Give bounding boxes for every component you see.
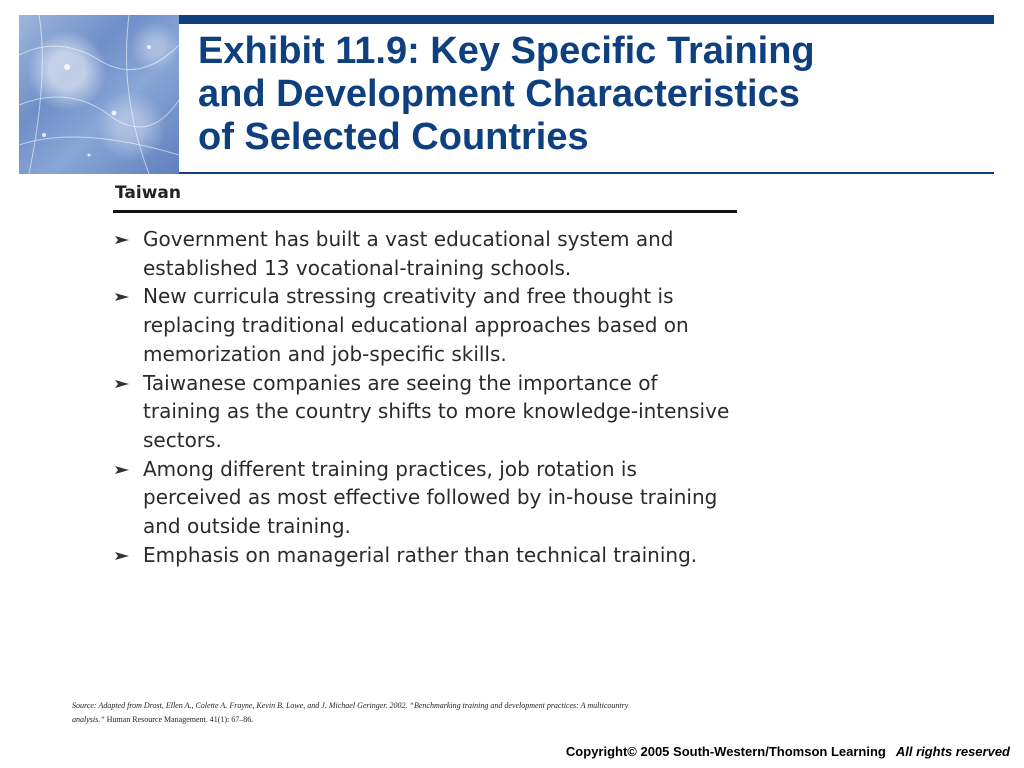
list-item bbox=[113, 541, 738, 570]
list-item bbox=[113, 282, 738, 368]
rights-text: All rights reserved bbox=[895, 744, 1010, 759]
bullet-text: Government has built a vast educational system and established 13 vocational-training schools. bbox=[143, 227, 674, 280]
heading-divider bbox=[113, 210, 737, 213]
header-accent-bar bbox=[179, 15, 994, 24]
copyright-text: Copyright© 2005 South-Western/Thomson Learning bbox=[565, 744, 886, 759]
title-line: of Selected Countries bbox=[198, 116, 589, 158]
bullet-list bbox=[113, 225, 738, 569]
bullet-text: Emphasis on managerial rather than technical training. bbox=[143, 542, 698, 567]
citation-authors: Source: Adapted from Drost, Ellen A., Colette A. Frayne, Kevin B. Lowe, and J. Michael Geringer. 2002. “Benchmarking training and development practices: A multicountry analysis.” bbox=[72, 701, 629, 724]
slide-title bbox=[198, 30, 988, 159]
arrow-bullet-icon bbox=[115, 236, 129, 244]
bullet-text: Among different training practices, job rotation is perceived as most effective followed by in-house training and outside training. bbox=[143, 456, 718, 539]
copyright-footer bbox=[566, 744, 1010, 759]
source-citation bbox=[72, 699, 632, 727]
arrow-bullet-icon bbox=[115, 293, 129, 301]
arrow-bullet-icon bbox=[115, 380, 129, 388]
country-heading: Taiwan bbox=[115, 183, 181, 203]
network-pattern-icon bbox=[19, 15, 179, 174]
arrow-bullet-icon bbox=[115, 466, 129, 474]
exhibit-panel bbox=[113, 180, 738, 569]
list-item bbox=[113, 455, 738, 541]
citation-journal: Human Resource Management. 41(1): 67–86. bbox=[104, 715, 254, 724]
list-item bbox=[113, 369, 738, 455]
title-line: and Development Characteristics bbox=[198, 73, 800, 115]
bullet-text: Taiwanese companies are seeing the importance of training as the country shifts to more knowledge-intensive sectors. bbox=[143, 370, 730, 452]
title-line: Exhibit 11.9: Key Specific Training bbox=[198, 30, 815, 72]
decorative-header-image bbox=[19, 15, 179, 174]
bullet-text: New curricula stressing creativity and free thought is replacing traditional educational approaches based on memorization and job-specific skills. bbox=[143, 284, 689, 366]
arrow-bullet-icon bbox=[115, 552, 129, 560]
list-item bbox=[113, 225, 738, 282]
title-divider bbox=[179, 172, 994, 174]
